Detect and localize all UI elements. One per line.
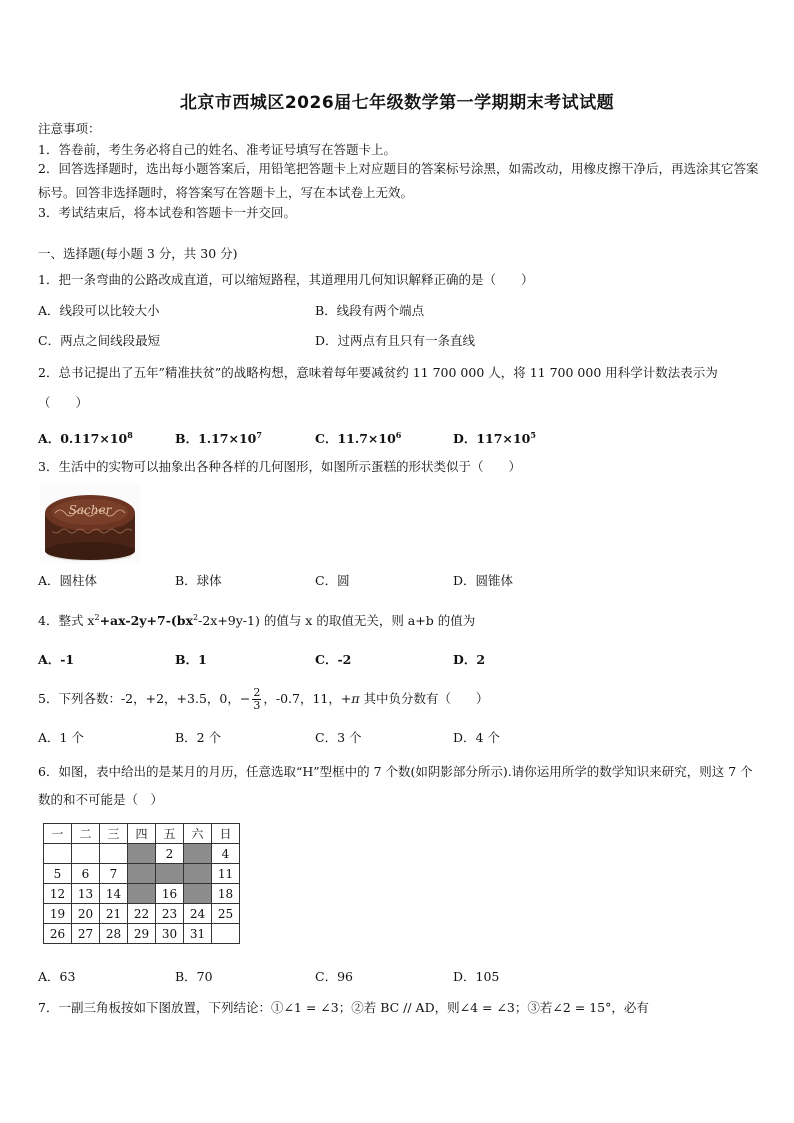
calendar-cell: 16	[156, 884, 184, 904]
calendar-header-cell: 五	[156, 824, 184, 844]
calendar-row	[44, 844, 240, 864]
q3-option-a: A．圆柱体	[38, 573, 98, 588]
calendar-cell	[100, 844, 128, 864]
calendar-header-cell: 一	[44, 824, 72, 844]
calendar-table	[43, 823, 240, 944]
calendar-cell: 22	[128, 904, 156, 924]
q3-option-c: C．圆	[315, 573, 350, 588]
q7-stem: 7．一副三角板按如下图放置，下列结论：①∠1 = ∠3；②若 BC // AD，则∠4 = ∠3；③若∠2 = 15°，必有	[38, 1000, 649, 1015]
calendar-cell: 27	[72, 924, 100, 944]
notice-item-1: 1．答卷前，考生务必将自己的姓名、准考证号填写在答题卡上。	[38, 142, 396, 157]
q1-option-d: D．过两点有且只有一条直线	[315, 333, 476, 348]
q6-option-d: D．105	[453, 969, 500, 984]
q6-option-b: B．70	[175, 969, 213, 984]
q3-stem: 3．生活中的实物可以抽象出各种各样的几何图形，如图所示蛋糕的形状类似于（ ）	[38, 459, 521, 474]
q2-paren: （ ）	[38, 395, 89, 410]
q1-stem: 1．把一条弯曲的公路改成直道，可以缩短路程，其道理用几何知识解释正确的是（ ）	[38, 272, 534, 287]
q4-option-b: B．1	[175, 652, 207, 667]
calendar-cell: 11	[212, 864, 240, 884]
calendar-header-cell: 四	[128, 824, 156, 844]
calendar-cell	[72, 844, 100, 864]
calendar-cell: 19	[44, 904, 72, 924]
calendar-cell: 25	[212, 904, 240, 924]
q5-option-a: A．1 个	[38, 730, 84, 745]
calendar-cell: 7	[100, 864, 128, 884]
notice-item-2: 2．回答选择题时，选出每小题答案后，用铅笔把答题卡上对应题目的答案标号涂黑，如需改动，用橡皮擦干净后，再选涂其它答案标号。回答非选择题时，将答案写在答题卡上，写在本试卷上无效。	[38, 161, 759, 200]
q2-option-b: B．$1.17\times 10^7$	[175, 430, 262, 447]
calendar-cell: 5	[44, 864, 72, 884]
calendar-cell	[128, 864, 156, 884]
calendar-cell	[128, 844, 156, 864]
calendar-cell: 12	[44, 884, 72, 904]
calendar-cell: 20	[72, 904, 100, 924]
calendar-header-cell: 三	[100, 824, 128, 844]
q3-option-d: D．圆锥体	[453, 573, 514, 588]
calendar-row	[44, 904, 240, 924]
q1-option-b: B．线段有两个端点	[315, 303, 425, 318]
calendar-row	[44, 924, 240, 944]
notice-heading: 注意事项：	[38, 121, 101, 136]
calendar-cell: 30	[156, 924, 184, 944]
q4-option-c: C．-2	[315, 652, 352, 667]
calendar-row	[44, 884, 240, 904]
calendar-cell	[128, 884, 156, 904]
q4-option-d: D．2	[453, 652, 486, 667]
q1-option-a: A．线段可以比较大小	[38, 303, 160, 318]
q1-option-c: C．两点之间线段最短	[38, 333, 161, 348]
calendar-cell	[184, 844, 212, 864]
calendar-cell: 13	[72, 884, 100, 904]
q5-option-b: B．2 个	[175, 730, 222, 745]
q2-stem: 2．总书记提出了五年”精准扶贫”的战略构想，意味着每年要减贫约 11 700 000 人，将 11 700 000 用科学计数法表示为	[38, 365, 718, 380]
q6-option-c: C．96	[315, 969, 353, 984]
calendar-cell: 6	[72, 864, 100, 884]
calendar-header-cell: 二	[72, 824, 100, 844]
page-title: 北京市西城区2026届七年级数学第一学期期末考试试题	[179, 93, 615, 113]
calendar-header-cell: 日	[212, 824, 240, 844]
calendar-cell	[184, 884, 212, 904]
q5-option-d: D．4 个	[453, 730, 500, 745]
calendar-cell: 21	[100, 904, 128, 924]
q2-option-c: C．$11.7\times 10^6$	[315, 430, 402, 447]
calendar-row	[44, 864, 240, 884]
calendar-cell	[156, 864, 184, 884]
cake-image	[40, 483, 140, 563]
q2-option-a: A．$0.117\times 10^8$	[38, 430, 133, 447]
calendar-cell: 14	[100, 884, 128, 904]
calendar-cell: 18	[212, 884, 240, 904]
calendar-header-cell: 六	[184, 824, 212, 844]
cake-lettering: Sacher	[68, 503, 112, 517]
calendar-cell: 2	[156, 844, 184, 864]
section-heading: 一、选择题(每小题 3 分，共 30 分)	[38, 246, 238, 261]
notice-item-3: 3．考试结束后，将本试卷和答题卡一并交回。	[38, 205, 296, 220]
q3-option-b: B．球体	[175, 573, 222, 588]
calendar-cell: 29	[128, 924, 156, 944]
calendar-cell	[44, 844, 72, 864]
q4-option-a: A．-1	[38, 652, 75, 667]
calendar-cell: 4	[212, 844, 240, 864]
calendar-cell: 31	[184, 924, 212, 944]
calendar-cell: 26	[44, 924, 72, 944]
fraction: $\frac{2}{3}$	[253, 686, 261, 712]
calendar-header-row	[44, 824, 240, 844]
q4-stem: 4．整式 $x^2+ax-2y+7-(bx^2-2x+9y-1)$ 的值与 x 的取值无关，则 a+b 的值为	[38, 613, 476, 629]
calendar-cell	[184, 864, 212, 884]
q2-option-d: D．$117\times 10^5$	[453, 430, 536, 447]
q5-stem: 5．下列各数：-2，+2，+3.5，0，− $\frac{2}{3}$ ，-0.7，11，+π 其中负分数有（ ）	[38, 686, 489, 712]
q6-option-a: A．63	[38, 969, 76, 984]
q6-stem: 6．如图，表中给出的是某月的月历，任意选取“H”型框中的 7 个数(如阴影部分所示).请你运用所学的数学知识来研究，则这 7 个数的和不可能是（ ）	[38, 764, 753, 807]
calendar-cell: 24	[184, 904, 212, 924]
calendar-cell: 28	[100, 924, 128, 944]
q5-option-c: C．3 个	[315, 730, 362, 745]
calendar-cell: 23	[156, 904, 184, 924]
calendar-cell	[212, 924, 240, 944]
